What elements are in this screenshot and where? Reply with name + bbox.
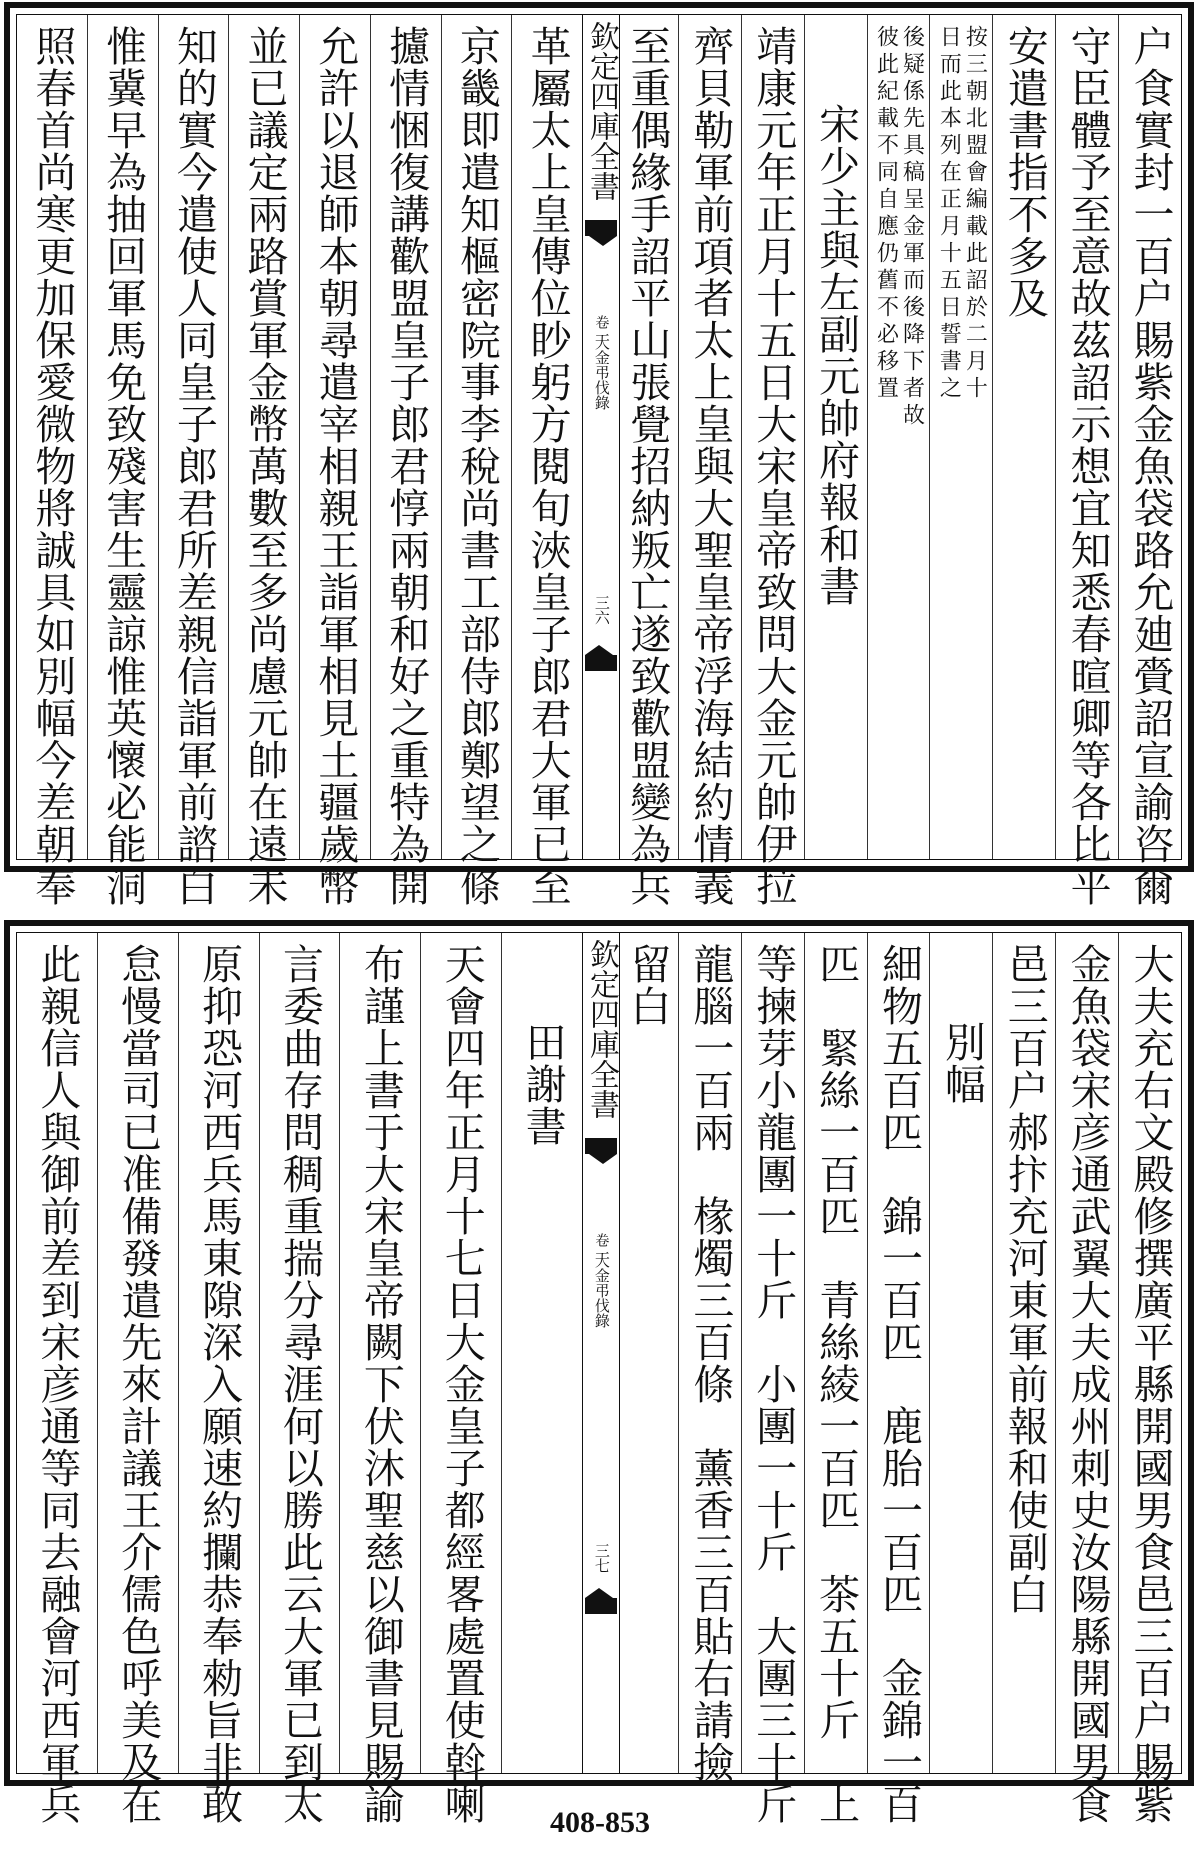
- text-column: [17, 15, 87, 907]
- text-column: [97, 933, 178, 1825]
- column-text: 安遣書指不多及: [1000, 25, 1049, 319]
- text-column: [616, 15, 678, 907]
- bottom-fishtail-upper: [585, 1138, 617, 1154]
- top-page-frame: [4, 2, 1194, 907]
- column-text: 怠慢當司已准備發遣先來計議王介儒色呼美及在: [114, 943, 163, 1825]
- column-text: 大夫充右文殿修撰廣平縣開國男食邑三百户賜紫: [1126, 943, 1175, 1825]
- annotation-line: 彼此紀載不同自應仍舊不必移置: [873, 25, 899, 403]
- column-text: 宋少主與左副元帥府報和書: [812, 103, 861, 607]
- column-text: 並已議定兩路賞軍金幣萬數至多尚慮元帥在遠未: [240, 25, 289, 907]
- column-text: 京畿即遣知樞密院事李稅尚書工部侍郎鄭望之條: [452, 25, 501, 907]
- top-right-columns: [616, 15, 1181, 907]
- column-text: 別幅: [937, 1021, 986, 1105]
- column-text: 惟冀早為抽回軍馬免致殘害生靈諒惟英懷必能洞: [99, 25, 148, 907]
- column-text: 邑三百户郝抃充河東軍前報和使副白: [1000, 943, 1049, 1615]
- text-column: [992, 15, 1055, 859]
- text-column: [339, 933, 420, 1825]
- column-text: 革屬太上皇傳位眇躬方閱旬浹皇子郎君大軍已至: [523, 25, 572, 907]
- text-column: [158, 15, 229, 907]
- text-column: [616, 933, 678, 1773]
- text-column: [259, 933, 340, 1825]
- column-text: 此親信人與御前差到宋彦通等同去融會河西軍兵: [33, 943, 82, 1825]
- text-column: [867, 933, 930, 1825]
- bottom-right-half: [616, 933, 1181, 1825]
- column-text: 天會四年正月十七日大金皇子都經畧處置使斡喇: [437, 943, 486, 1825]
- text-column: [511, 15, 582, 907]
- column-text: 齊貝勒軍前項者太上皇與大聖皇帝浮海結約情義: [686, 25, 735, 907]
- text-column: [741, 15, 804, 907]
- text-column: [804, 933, 867, 1825]
- column-text: 攄情悃復講歡盟皇子郎君惇兩朝和好之重特為開: [382, 25, 431, 907]
- top-left-columns: [17, 15, 582, 907]
- bottom-right-columns: [616, 933, 1181, 1825]
- column-text: 龍腦一百兩 椽燭三百條 薰香三百貼右請撿: [686, 943, 735, 1783]
- column-text: 留白: [623, 943, 672, 1027]
- text-column: [1118, 15, 1181, 907]
- top-fishtail-upper: [585, 220, 617, 236]
- page-number: 408-853: [550, 1806, 650, 1839]
- column-text: 細物五百匹 錦一百匹 鹿胎一百匹 金錦一百: [874, 943, 923, 1825]
- column-text: 户食實封一百户賜紫金魚袋路允廸賫詔宣諭咨爾: [1126, 25, 1175, 907]
- top-center-book: 大金弔伐錄: [592, 335, 611, 410]
- text-column: [87, 15, 158, 907]
- top-center-strip: [582, 15, 620, 859]
- column-text: 匹 緊絲一百匹 青絲綾一百匹 茶五十斤 上: [812, 943, 861, 1825]
- text-column: [929, 933, 992, 1773]
- text-column: [1118, 933, 1181, 1825]
- text-column: [501, 933, 582, 1773]
- text-column: [1055, 933, 1118, 1825]
- annotation-line: 日而此本列在正月十五日誓書之: [936, 25, 962, 403]
- text-column: [441, 15, 512, 907]
- bottom-left-half: [17, 933, 582, 1825]
- text-column: [741, 933, 804, 1825]
- column-text: 原抑恐河西兵馬東隙深入願速約攔恭奉勑旨非敢: [195, 943, 244, 1825]
- top-center-page: 三六: [592, 595, 611, 625]
- top-left-half: [17, 15, 582, 907]
- annotation-line: 按三朝北盟會編載此詔於二月十: [962, 25, 988, 403]
- bottom-center-page: 三七: [592, 1543, 611, 1573]
- column-text: 照春首尚寒更加保愛微物將誠具如別幅今差朝奉: [28, 25, 77, 907]
- top-center-juan: 卷一: [593, 315, 610, 343]
- column-text: 至重偶緣手詔平山張覺招納叛亡遂致歡盟變為兵: [623, 25, 672, 907]
- column-text: 言委曲存問稠重揣分尋涯何以勝此云大軍已到太: [275, 943, 324, 1825]
- text-column: [867, 15, 930, 859]
- text-column: [17, 933, 97, 1825]
- text-column: [678, 15, 741, 907]
- text-column: [299, 15, 370, 907]
- column-text: 靖康元年正月十五日大宋皇帝致問大金元帥伊拉: [749, 25, 798, 907]
- column-text: 知的實今遣使人同皇子郎君所差親信詣軍前諮白: [169, 25, 218, 907]
- bottom-center-juan: 卷一: [593, 1233, 610, 1261]
- text-column: [929, 15, 992, 859]
- top-fishtail-lower: [585, 655, 617, 671]
- text-column: [804, 15, 867, 859]
- text-column: [370, 15, 441, 907]
- bottom-left-columns: [17, 933, 582, 1825]
- bottom-center-title: 欽定四庫全書: [584, 939, 619, 1119]
- bottom-center-book: 大金弔伐錄: [592, 1253, 611, 1328]
- annotation-line: 後疑係先具稿呈金軍而後降下者故: [899, 25, 925, 430]
- top-page-inner-border: [16, 14, 1182, 907]
- text-column: [1055, 15, 1118, 907]
- top-right-half: [616, 15, 1181, 907]
- column-text: 田謝書: [518, 1021, 567, 1147]
- text-column: [420, 933, 501, 1825]
- text-column: [992, 933, 1055, 1773]
- bottom-center-strip: [582, 933, 620, 1773]
- column-text: 等揀芽小龍團一十斤 小團一十斤 大團三十斤: [749, 943, 798, 1825]
- column-text: 金魚袋宋彦通武翼大夫成州刺史汝陽縣開國男食: [1063, 943, 1112, 1825]
- column-text: 守臣體予至意故茲詔示想宜知悉春暄卿等各比平: [1063, 25, 1112, 907]
- text-column: [178, 933, 259, 1825]
- text-column: [678, 933, 741, 1783]
- text-column: [228, 15, 299, 907]
- column-text: 布謹上書于大宋皇帝闕下伏沐聖慈以御書見賜諭: [356, 943, 405, 1825]
- top-center-title: 欽定四庫全書: [584, 21, 619, 201]
- column-text: 允許以退師本朝尋遣宰相親王詣軍相見土疆歲幣: [311, 25, 360, 907]
- bottom-fishtail-lower: [585, 1598, 617, 1614]
